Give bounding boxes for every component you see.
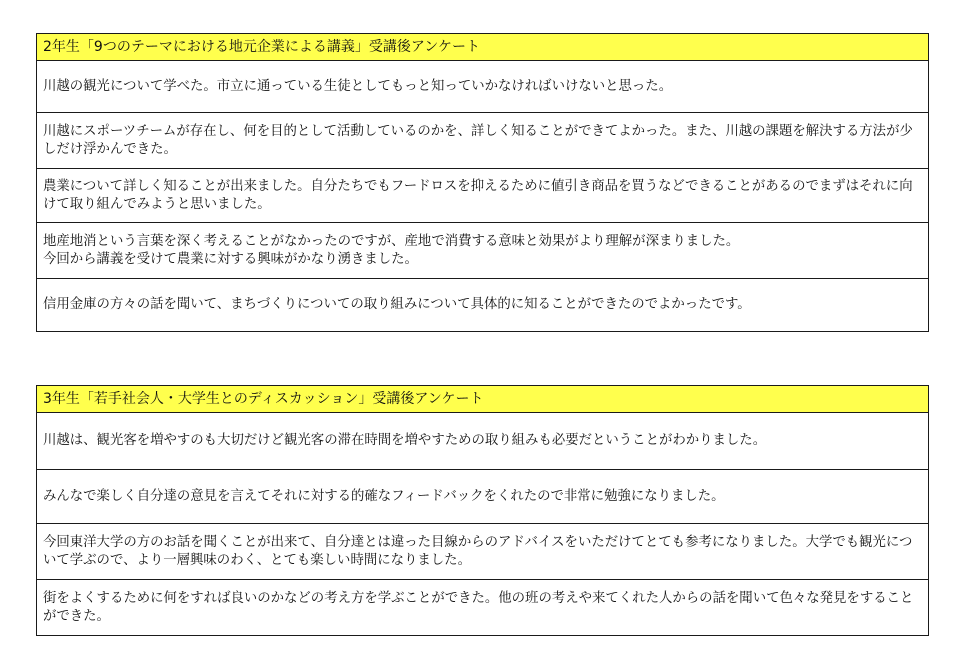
- response-text: 川越の観光について学べた。市立に通っている生徒としてもっと知っていかなければいけないと思った。: [43, 78, 673, 94]
- survey-table-2nd-year: [36, 33, 929, 332]
- response-row: [37, 113, 928, 169]
- response-text: 地産地消という言葉を深く考えることがなかったのですが、産地で消費する意味と効果がより理解が深まりました。 今回から講義を受けて農業に対する興味がかなり湧きました。: [43, 233, 740, 267]
- response-row: [37, 413, 928, 470]
- response-text: みんなで楽しく自分達の意見を言えてそれに対する的確なフィードバックをくれたので非常に勉強になりました。: [43, 488, 725, 504]
- response-row: [37, 470, 928, 524]
- survey-title: 2年生「9つのテーマにおける地元企業による講義」受講後アンケート: [37, 34, 928, 61]
- response-row: [37, 169, 928, 223]
- response-row: [37, 580, 928, 635]
- response-text: 街をよくするために何をすれば良いのかなどの考え方を学ぶことができた。他の班の考えや来てくれた人からの話を聞いて色々な発見をすることができた。: [43, 590, 914, 624]
- response-row: [37, 279, 928, 331]
- response-text: 川越は、観光客を増やすのも大切だけど観光客の滞在時間を増やすための取り組みも必要だということがわかりました。: [43, 433, 767, 448]
- response-text: 川越にスポーツチームが存在し、何を目的として活動しているのかを、詳しく知ることができてよかった。また、川越の課題を解決する方法が少しだけ浮かんできた。: [43, 123, 913, 157]
- survey-table-3rd-year: [36, 385, 929, 636]
- response-text: 今回東洋大学の方のお話を聞くことが出来て、自分達とは違った目線からのアドバイスをいただけてとても参考になりました。大学でも観光について学ぶので、より一層興味のわく、とても楽しい時間になりました。: [43, 534, 913, 568]
- response-row: [37, 61, 928, 113]
- response-text: 信用金庫の方々の話を聞いて、まちづくりについての取り組みについて具体的に知ることができたのでよかったです。: [43, 297, 751, 312]
- survey-title: 3年生「若手社会人・大学生とのディスカッション」受講後アンケート: [37, 386, 928, 413]
- response-text: 農業について詳しく知ることが出来ました。自分たちでもフードロスを抑えるために値引き商品を買うなどできることがあるのでまずはそれに向けて取り組んでみようと思いました。: [43, 178, 913, 212]
- response-row: [37, 223, 928, 279]
- response-row: [37, 524, 928, 580]
